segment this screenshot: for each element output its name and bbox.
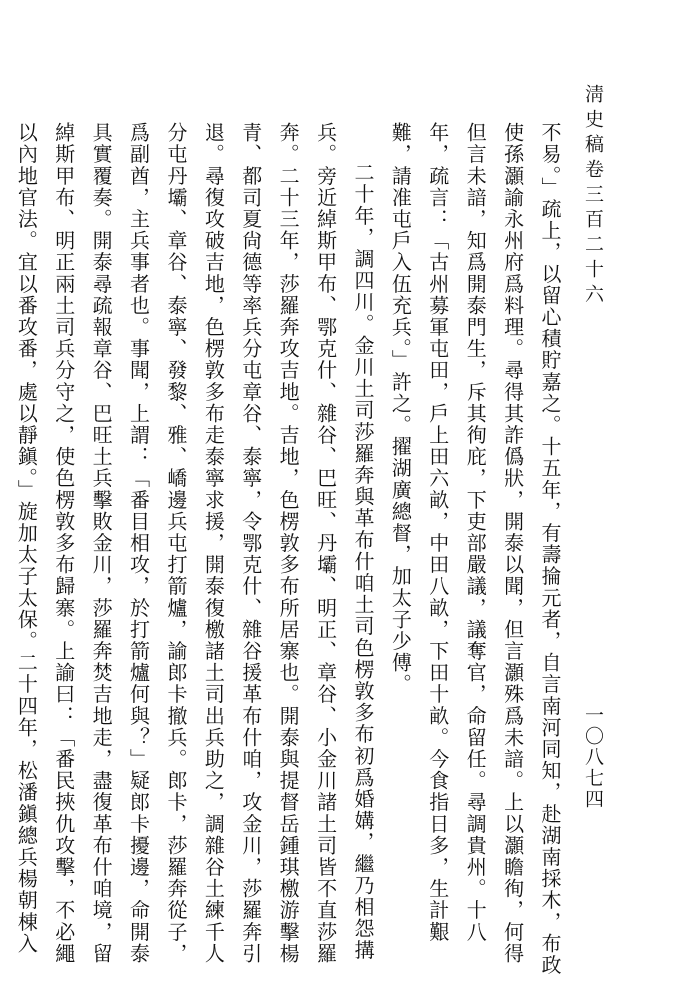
- paragraph-continued: 不易。」疏上，以留心積貯嘉之。十五年，有壽掄元者，自言南河同知，赴湖南採木，布政使孫灝諭永州府爲料理。尋得其詐僞狀，開泰以聞，但言灝殊爲未諳。上以灝瞻徇，何得但言未諳，知爲開泰門生，斥其徇庇，下吏部嚴議，議奪官，命留任。尋調貴州。十八年，疏言：「古州募軍屯田，戶上田六畝，中田八畝，下田十畝。今食指日多，生計艱難，請准屯戶入伍充兵。」許之。擢湖廣總督，加太子少傅。: [388, 122, 562, 976]
- running-head: 淸史稿卷三百二十六: [582, 84, 604, 309]
- page-number: 一〇八七四: [582, 705, 604, 810]
- paragraph: 二十年，調四川。金川土司莎羅奔與革布什咱土司色楞敦多布初爲婚媾，繼乃相怨搆兵。旁近綽斯甲布、鄂克什、雜谷、巴旺、丹壩、明正、章谷、小金川諸土司皆不直莎羅奔。二十三年，莎羅奔攻吉地。吉地，色楞敦多布所居寨也。開泰與提督岳鍾琪檄游擊楊青、都司夏尙德等率兵分屯章谷、泰寧，令鄂克什、雜谷援革布什咱，攻金川，莎羅奔引退。尋復攻破吉地，色楞敦多布走泰寧求援，開泰復檄諸土司出兵助之，調雜谷土練千人分屯丹壩、章谷、泰寧、發黎、雅、嶠邊兵屯打箭爐，諭郎卡撤兵。郎卡，莎羅奔從子，爲副酋，主兵事者也。事聞，上謂：「番目相攻，於打箭爐何與？」疑郎卡擾邊，命開泰具實覆奏。開泰尋疏報章谷、巴旺土兵擊敗金川，莎羅奔焚吉地走，盡復革布什咱境，留綽斯甲布、明正兩土司兵分守之，使色楞敦多布歸寨。上諭曰：「番民挾仇攻擊，不必繩以內地官法。宜以番攻番，處以靜鎭。」旋加太子太保。二十四年，松潘鎭總兵楊朝棟入: [14, 122, 375, 965]
- body-text: [14, 122, 568, 977]
